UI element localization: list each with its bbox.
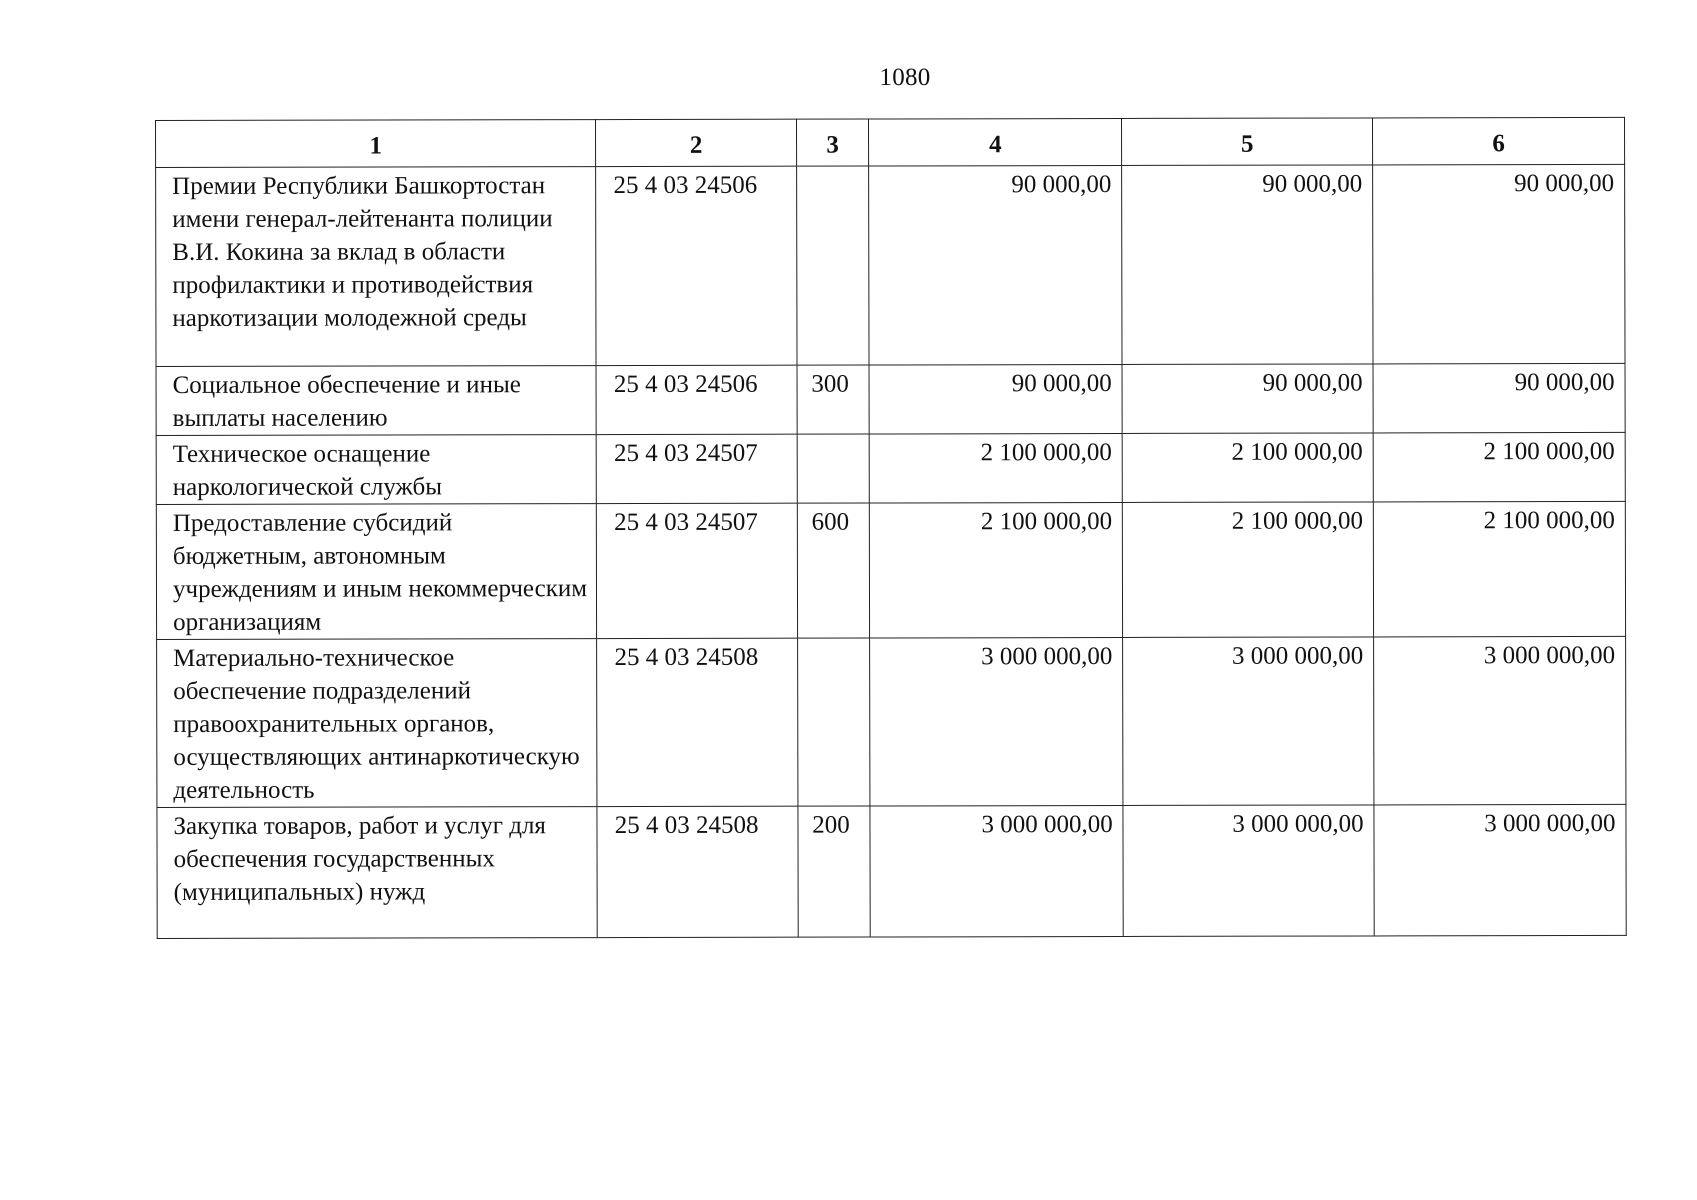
amount-year-1: 3 000 000,00 xyxy=(870,637,1123,806)
amount-year-2: 3 000 000,00 xyxy=(1123,805,1374,937)
column-header-3: 3 xyxy=(796,119,869,166)
amount-year-3: 90 000,00 xyxy=(1373,164,1625,364)
item-name: Материально-техническое обеспечение подразделений правоохранительных органов, осуществляющих антинаркотическую деятельность xyxy=(157,639,598,808)
amount-year-2: 3 000 000,00 xyxy=(1123,637,1374,806)
amount-year-1: 90 000,00 xyxy=(869,165,1122,365)
item-code: 25 4 03 24507 xyxy=(596,434,797,503)
header-row xyxy=(156,117,1625,167)
expense-type xyxy=(797,434,870,503)
table-body xyxy=(156,164,1627,938)
amount-year-3: 3 000 000,00 xyxy=(1374,636,1626,805)
item-code: 25 4 03 24506 xyxy=(596,365,797,434)
expense-type xyxy=(797,638,870,806)
amount-year-3: 3 000 000,00 xyxy=(1374,804,1626,936)
amount-year-2: 90 000,00 xyxy=(1122,364,1373,434)
column-header-4: 4 xyxy=(869,118,1122,166)
item-name: Техническое оснащение наркологической службы xyxy=(156,435,596,505)
table-row xyxy=(156,164,1625,366)
expense-type: 600 xyxy=(797,503,870,638)
amount-year-2: 2 100 000,00 xyxy=(1123,502,1374,638)
amount-year-3: 2 100 000,00 xyxy=(1373,501,1625,637)
table-header xyxy=(156,117,1625,167)
amount-year-3: 2 100 000,00 xyxy=(1373,432,1625,502)
page-number: 1080 xyxy=(879,64,931,91)
column-header-6: 6 xyxy=(1373,117,1625,165)
amount-year-1: 3 000 000,00 xyxy=(870,805,1123,937)
item-code: 25 4 03 24508 xyxy=(597,638,798,806)
item-name: Премии Республики Башкортостан имени генерал-лейтенанта полиции В.И. Кокина за вклад в области профилактики и противодействия наркотизации молодежной среды xyxy=(156,167,597,367)
table-row xyxy=(157,636,1626,807)
item-name: Закупка товаров, работ и услуг для обеспечения государственных (муниципальных) нужд xyxy=(157,807,598,939)
amount-year-3: 90 000,00 xyxy=(1373,363,1625,433)
item-name: Социальное обеспечение и иные выплаты населению xyxy=(156,366,596,436)
column-header-5: 5 xyxy=(1122,118,1373,166)
table-row xyxy=(157,804,1626,938)
amount-year-1: 2 100 000,00 xyxy=(870,502,1123,638)
amount-year-1: 2 100 000,00 xyxy=(869,433,1122,503)
item-name: Предоставление субсидий бюджетным, автономным учреждениям и иным некоммерческим организациям xyxy=(156,504,597,640)
table-row xyxy=(156,432,1625,504)
table-row xyxy=(156,501,1625,639)
budget-table xyxy=(155,117,1627,939)
column-header-1: 1 xyxy=(156,120,596,168)
table-row xyxy=(156,363,1625,435)
expense-type xyxy=(796,166,869,365)
item-code: 25 4 03 24506 xyxy=(596,166,797,365)
expense-type: 200 xyxy=(798,806,871,937)
amount-year-1: 90 000,00 xyxy=(869,364,1122,434)
column-header-2: 2 xyxy=(596,119,797,166)
amount-year-2: 2 100 000,00 xyxy=(1122,433,1373,503)
item-code: 25 4 03 24507 xyxy=(597,503,798,638)
item-code: 25 4 03 24508 xyxy=(597,806,798,937)
amount-year-2: 90 000,00 xyxy=(1122,165,1373,365)
expense-type: 300 xyxy=(797,365,870,434)
